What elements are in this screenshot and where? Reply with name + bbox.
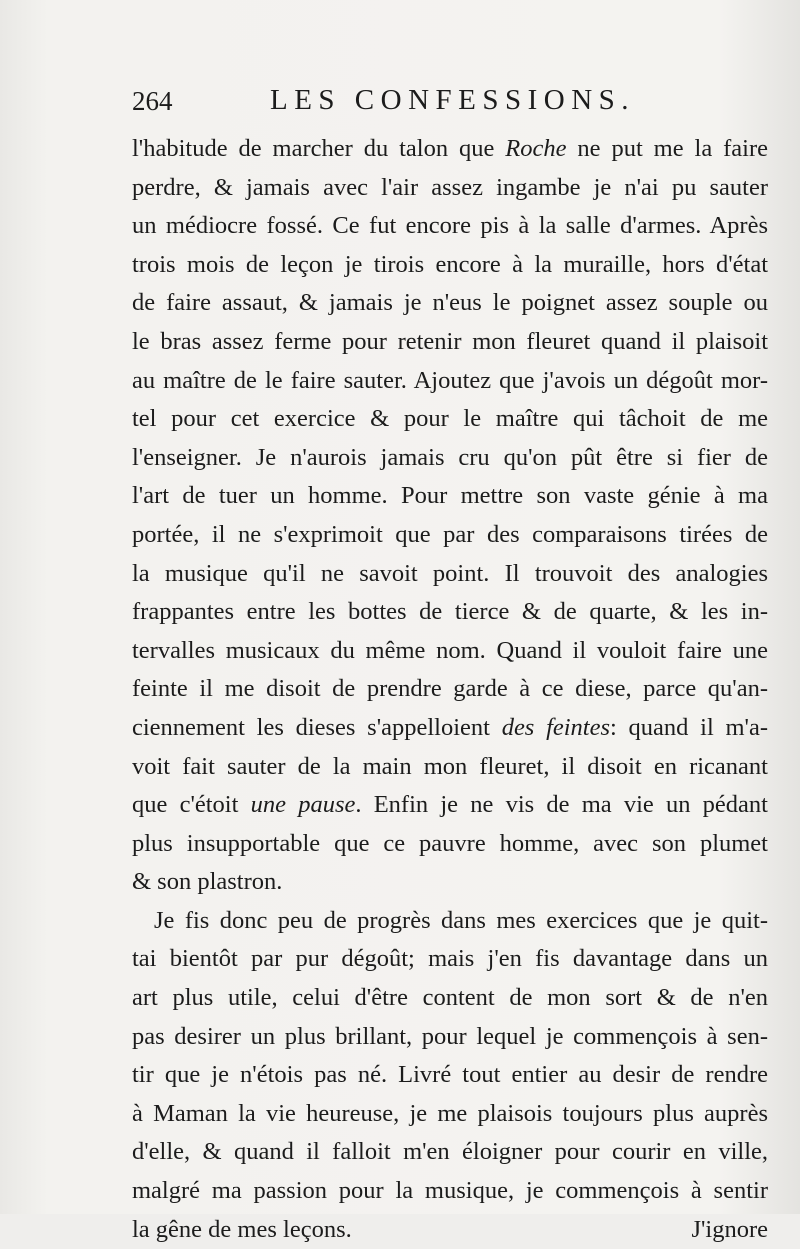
text-segment: feinte il me disoit de prendre garde à ce diese, parce qu'an- bbox=[132, 675, 768, 703]
text-line bbox=[132, 940, 768, 979]
text-segment: que c'étoit bbox=[132, 791, 251, 819]
text-segment: perdre, & jamais avec l'air assez ingambe je n'ai pu sauter bbox=[132, 173, 768, 201]
text-line bbox=[132, 1056, 768, 1095]
text-segment: pas desirer un plus brillant, pour lequel je commençois à sen- bbox=[132, 1022, 768, 1050]
running-title: LES CONFESSIONS. bbox=[270, 84, 636, 116]
page-number: 264 bbox=[132, 86, 173, 116]
text-line bbox=[132, 323, 768, 362]
text-segment: malgré ma passion pour la musique, je commençois à sentir bbox=[132, 1177, 768, 1205]
text-segment: ciennement les dieses s'appelloient bbox=[132, 713, 502, 741]
text-segment: un médiocre fossé. Ce fut encore pis à la salle d'armes. Après bbox=[132, 212, 768, 240]
text-segment: le bras assez ferme pour retenir mon fleuret quand il plaisoit bbox=[132, 327, 768, 355]
italic-text: Roche bbox=[505, 135, 567, 162]
text-line bbox=[132, 169, 768, 208]
text-segment: Je fis donc peu de progrès dans mes exercices que je quit- bbox=[154, 906, 768, 934]
text-line bbox=[132, 632, 768, 671]
text-line bbox=[132, 516, 768, 555]
text-segment: l'art de tuer un homme. Pour mettre son vaste génie à ma bbox=[132, 482, 768, 510]
paragraph-final-text: la gêne de mes leçons. bbox=[132, 1215, 352, 1243]
text-segment: voit fait sauter de la main mon fleuret, il disoit en ricanant bbox=[132, 752, 768, 780]
text-line bbox=[132, 555, 768, 594]
text-line bbox=[132, 709, 768, 748]
text-line bbox=[132, 593, 768, 632]
text-segment: l'enseigner. Je n'aurois jamais cru qu'on pût être si fier de bbox=[132, 443, 768, 471]
text-line bbox=[132, 825, 768, 864]
text-segment: tir que je n'étois pas né. Livré tout entier au desir de rendre bbox=[132, 1061, 768, 1089]
text-line bbox=[132, 284, 768, 323]
text-segment: frappantes entre les bottes de tierce & de quarte, & les in- bbox=[132, 598, 768, 626]
text-line bbox=[132, 1172, 768, 1211]
text-segment: l'habitude de marcher du talon que bbox=[132, 135, 506, 162]
italic-text: une pause bbox=[250, 791, 356, 819]
text-line bbox=[132, 1095, 768, 1134]
final-line bbox=[132, 1211, 768, 1249]
text-line bbox=[132, 130, 768, 169]
text-segment: : quand il m'a- bbox=[610, 713, 768, 741]
body-text bbox=[132, 130, 768, 1249]
text-line bbox=[132, 786, 768, 825]
text-segment: portée, il ne s'exprimoit que par des comparaisons tirées de bbox=[132, 520, 768, 548]
text-segment: tai bientôt par pur dégoût; mais j'en fis davantage dans un bbox=[132, 945, 768, 973]
text-segment: de faire assaut, & jamais je n'eus le poignet assez souple ou bbox=[132, 289, 768, 317]
text-line bbox=[132, 1133, 768, 1172]
text-line bbox=[132, 362, 768, 401]
text-segment: à Maman la vie heureuse, je me plaisois toujours plus auprès bbox=[132, 1099, 768, 1127]
text-segment: plus insupportable que ce pauvre homme, avec son plumet bbox=[132, 829, 768, 857]
italic-text: des feintes bbox=[501, 713, 611, 741]
text-line bbox=[132, 207, 768, 246]
text-line bbox=[132, 400, 768, 439]
text-segment: trois mois de leçon je tirois encore à la muraille, hors d'état bbox=[132, 250, 768, 278]
text-line bbox=[132, 863, 768, 902]
text-line bbox=[132, 439, 768, 478]
text-line bbox=[132, 246, 768, 285]
text-segment: tervalles musicaux du même nom. Quand il vouloit faire une bbox=[132, 636, 768, 664]
text-segment: tel pour cet exercice & pour le maître qui tâchoit de me bbox=[132, 405, 768, 433]
text-segment: art plus utile, celui d'être content de mon sort & de n'en bbox=[132, 984, 768, 1012]
text-line bbox=[132, 1018, 768, 1057]
text-line bbox=[132, 902, 768, 941]
text-segment: . Enfin je ne vis de ma vie un pédant bbox=[355, 791, 768, 819]
text-segment: d'elle, & quand il falloit m'en éloigner pour courir en ville, bbox=[132, 1138, 768, 1166]
text-segment: au maître de le faire sauter. Ajoutez que j'avois un dégoût mor- bbox=[132, 366, 768, 394]
text-segment: ne put me la faire bbox=[566, 135, 768, 162]
text-line bbox=[132, 477, 768, 516]
catchword: J'ignore bbox=[691, 1215, 768, 1243]
text-line bbox=[132, 670, 768, 709]
text-segment: & son plastron. bbox=[132, 868, 283, 896]
text-line bbox=[132, 979, 768, 1018]
text-segment: la musique qu'il ne savoit point. Il trouvoit des analogies bbox=[132, 559, 768, 587]
text-line bbox=[132, 748, 768, 787]
page-header bbox=[132, 82, 768, 122]
